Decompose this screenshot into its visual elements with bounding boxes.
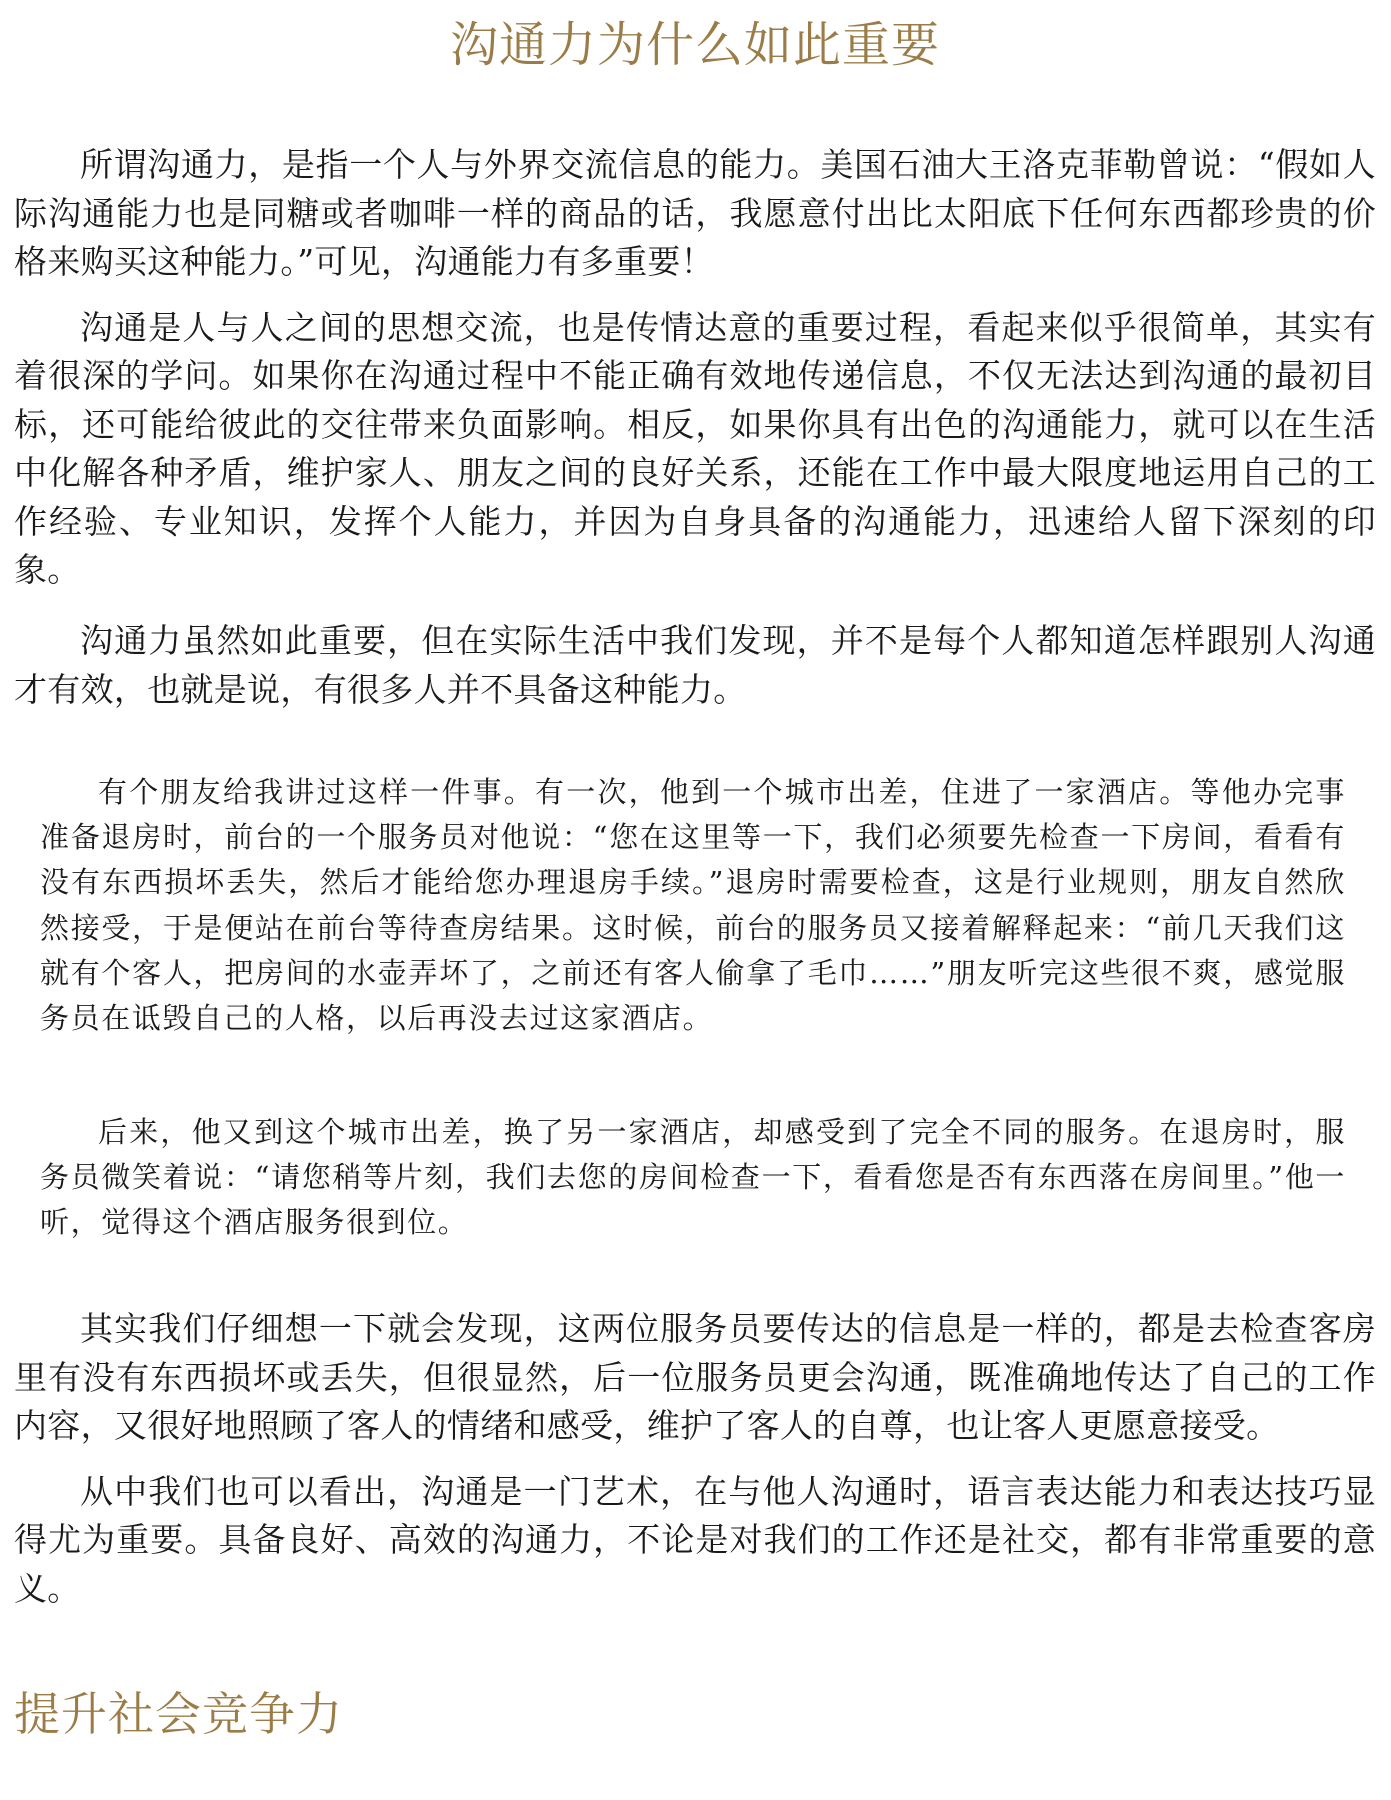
story-paragraph: 后来，他又到这个城市出差，换了另一家酒店，却感受到了完全不同的服务。在退房时，服务员微笑着说：“请您稍等片刻，我们去您的房间检查一下，看看您是否有东西落在房间里。”他一听，觉得这个酒店服务很到位。 [40, 1115, 1346, 1240]
document-page [14, 0, 1376, 1800]
story-paragraph: 有个朋友给我讲过这样一件事。有一次，他到一个城市出差，住进了一家酒店。等他办完事准备退房时，前台的一个服务员对他说：“您在这里等一下，我们必须要先检查一下房间，看看有没有东西损坏丢失，然后才能给您办理退房手续。”退房时需要检查，这是行业规则，朋友自然欣然接受，于是便站在前台等待查房结果。这时候，前台的服务员又接着解释起来：“前几天我们这就有个客人，把房间的水壶弄坏了，之前还有客人偷拿了毛巾……”朋友听完这些很不爽，感觉服务员在诋毁自己的人格，以后再没去过这家酒店。 [40, 775, 1346, 1036]
paragraph-definition: 所谓沟通力，是指一个人与外界交流信息的能力。美国石油大王洛克菲勒曾说：“假如人际沟通能力也是同糖或者咖啡一样的商品的话，我愿意付出比太阳底下任何东西都珍贵的价格来购买这种能力。”可见，沟通能力有多重要！ [14, 145, 1376, 281]
page-title: 沟通力为什么如此重要 [449, 17, 940, 73]
paragraph-problem: 沟通力虽然如此重要，但在实际生活中我们发现，并不是每个人都知道怎样跟别人沟通才有效，也就是说，有很多人并不具备这种能力。 [14, 621, 1376, 709]
next-section-heading: 提升社会竞争力 [14, 1687, 343, 1741]
conclusion-section [14, 1305, 1376, 1613]
paragraph-comparison: 其实我们仔细想一下就会发现，这两位服务员要传达的信息是一样的，都是去检查客房里有没有东西损坏或丢失，但很显然，后一位服务员更会沟通，既准确地传达了自己的工作内容，又很好地照顾了客人的情绪和感受，维护了客人的自尊，也让客人更愿意接受。 [14, 1309, 1376, 1445]
intro-section [14, 141, 1376, 595]
paragraph-summary: 从中我们也可以看出，沟通是一门艺术，在与他人沟通时，语言表达能力和表达技巧显得尤为重要。具备良好、高效的沟通力，不论是对我们的工作还是社交，都有非常重要的意义。 [14, 1471, 1376, 1608]
problem-section [14, 617, 1376, 714]
paragraph-importance: 沟通是人与人之间的思想交流，也是传情达意的重要过程，看起来似乎很简单，其实有着很深的学问。如果你在沟通过程中不能正确有效地传递信息，不仅无法达到沟通的最初目标，还可能给彼此的交往带来负面影响。相反，如果你具有出色的沟通能力，就可以在生活中化解各种矛盾，维护家人、朋友之间的良好关系，还能在工作中最大限度地运用自己的工作经验、专业知识，发挥个人能力，并因为自身具备的沟通能力，迅速给人留下深刻的印象。 [14, 307, 1376, 589]
story-quote-second-hotel [40, 1110, 1346, 1246]
story-quote-first-hotel [40, 770, 1346, 1041]
